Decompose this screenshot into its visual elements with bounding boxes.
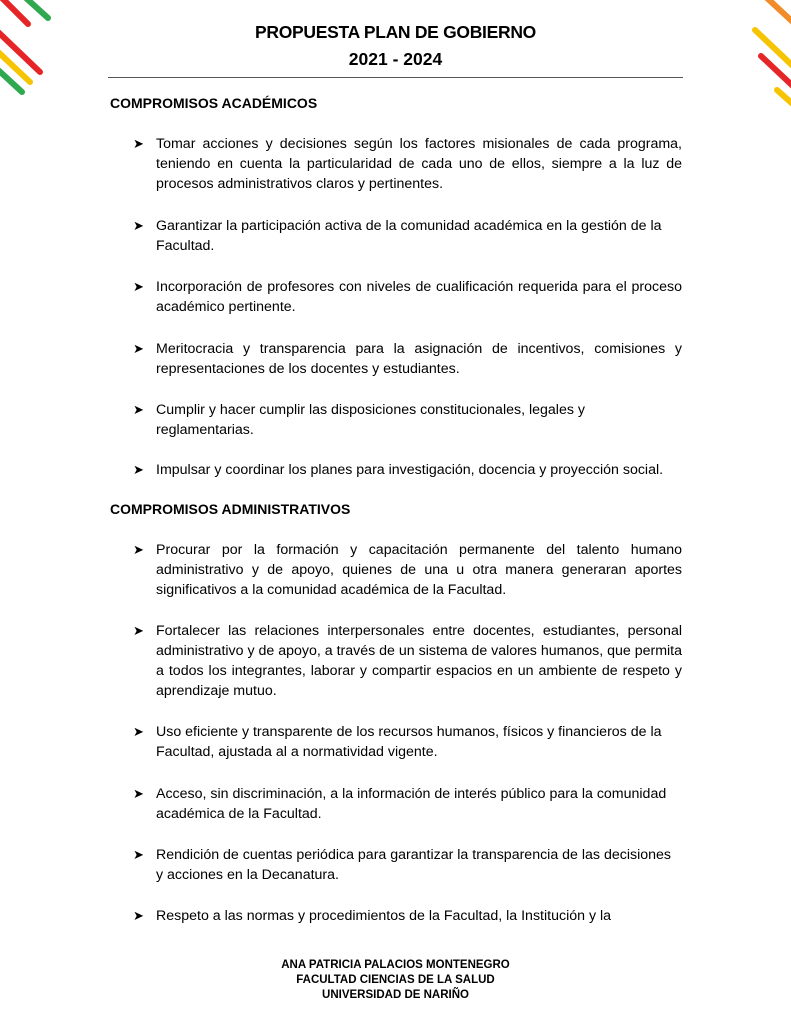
list-item — [110, 134, 682, 194]
header-divider — [108, 77, 683, 78]
arrow-bullet-icon: ➤ — [133, 218, 144, 233]
list-item-text: Cumplir y hacer cumplir las disposiciones constitucionales, legales y reglamentarias. — [156, 402, 585, 438]
administrative-commitments-list — [110, 540, 682, 926]
list-item-text: Uso eficiente y transparente de los recursos humanos, físicos y financieros de la Facultad, ajustada al a normatividad vigente. — [156, 724, 662, 760]
arrow-bullet-icon: ➤ — [133, 724, 144, 739]
list-item-text: Garantizar la participación activa de la comunidad académica en la gestión de la Facultad. — [156, 218, 662, 254]
author-name: ANA PATRICIA PALACIOS MONTENEGRO — [281, 959, 510, 971]
arrow-bullet-icon: ➤ — [133, 462, 144, 477]
arrow-bullet-icon: ➤ — [133, 402, 144, 417]
arrow-bullet-icon: ➤ — [133, 908, 144, 923]
list-item-text: Respeto a las normas y procedimientos de la Facultad, la Institución y la — [156, 908, 612, 924]
academic-commitments-list — [110, 134, 682, 480]
university-name: UNIVERSIDAD DE NARIÑO — [322, 989, 469, 1001]
arrow-bullet-icon: ➤ — [133, 847, 144, 862]
arrow-bullet-icon: ➤ — [133, 542, 144, 557]
list-item — [110, 400, 682, 440]
faculty-name: FACULTAD CIENCIAS DE LA SALUD — [296, 974, 495, 986]
list-item-text: Tomar acciones y decisiones según los factores misionales de cada programa, teniendo en cuenta la particularidad de cada uno de ellos, siempre a la luz de procesos administrativos claros y pertinentes. — [156, 136, 682, 192]
arrow-bullet-icon: ➤ — [133, 786, 144, 801]
arrow-bullet-icon: ➤ — [133, 341, 144, 356]
list-item — [110, 722, 682, 762]
section-heading-academic: COMPROMISOS ACADÉMICOS — [110, 95, 318, 111]
list-item — [110, 845, 682, 885]
list-item-text: Impulsar y coordinar los planes para investigación, docencia y proyección social. — [156, 462, 664, 478]
list-item — [110, 784, 682, 824]
document-years: 2021 - 2024 — [348, 49, 443, 69]
list-item — [110, 621, 682, 701]
section-heading-administrative: COMPROMISOS ADMINISTRATIVOS — [110, 501, 351, 517]
document-body — [110, 94, 682, 926]
document-title: PROPUESTA PLAN DE GOBIERNO — [255, 22, 536, 42]
list-item-text: Fortalecer las relaciones interpersonales entre docentes, estudiantes, personal administrativo y de apoyo, a través de un sistema de valores humanos, que permita a todos los integrantes, laborar y compartir espacios en un ambiente de respeto y aprendizaje mutuo. — [156, 623, 683, 699]
list-item-text: Rendición de cuentas periódica para garantizar la transparencia de las decisiones y acciones en la Decanatura. — [156, 847, 672, 883]
page-footer — [0, 958, 791, 1003]
list-item-text: Meritocracia y transparencia para la asignación de incentivos, comisiones y representaciones de los docentes y estudiantes. — [156, 341, 682, 377]
arrow-bullet-icon: ➤ — [133, 279, 144, 294]
list-item-text: Incorporación de profesores con niveles de cualificación requerida para el proceso académico pertinente. — [156, 279, 682, 315]
arrow-bullet-icon: ➤ — [133, 136, 144, 151]
list-item-text: Procurar por la formación y capacitación permanente del talento humano administrativo y de apoyo, quienes de una u otra manera generaran aportes significativos a la comunidad académica de la Facultad. — [156, 542, 682, 598]
list-item — [110, 460, 682, 480]
list-item — [110, 216, 682, 256]
list-item — [110, 277, 682, 317]
list-item — [110, 540, 682, 600]
arrow-bullet-icon: ➤ — [133, 623, 144, 638]
list-item — [110, 906, 682, 926]
list-item-text: Acceso, sin discriminación, a la información de interés público para la comunidad académica de la Facultad. — [156, 786, 667, 822]
page-header — [0, 21, 791, 70]
list-item — [110, 339, 682, 379]
